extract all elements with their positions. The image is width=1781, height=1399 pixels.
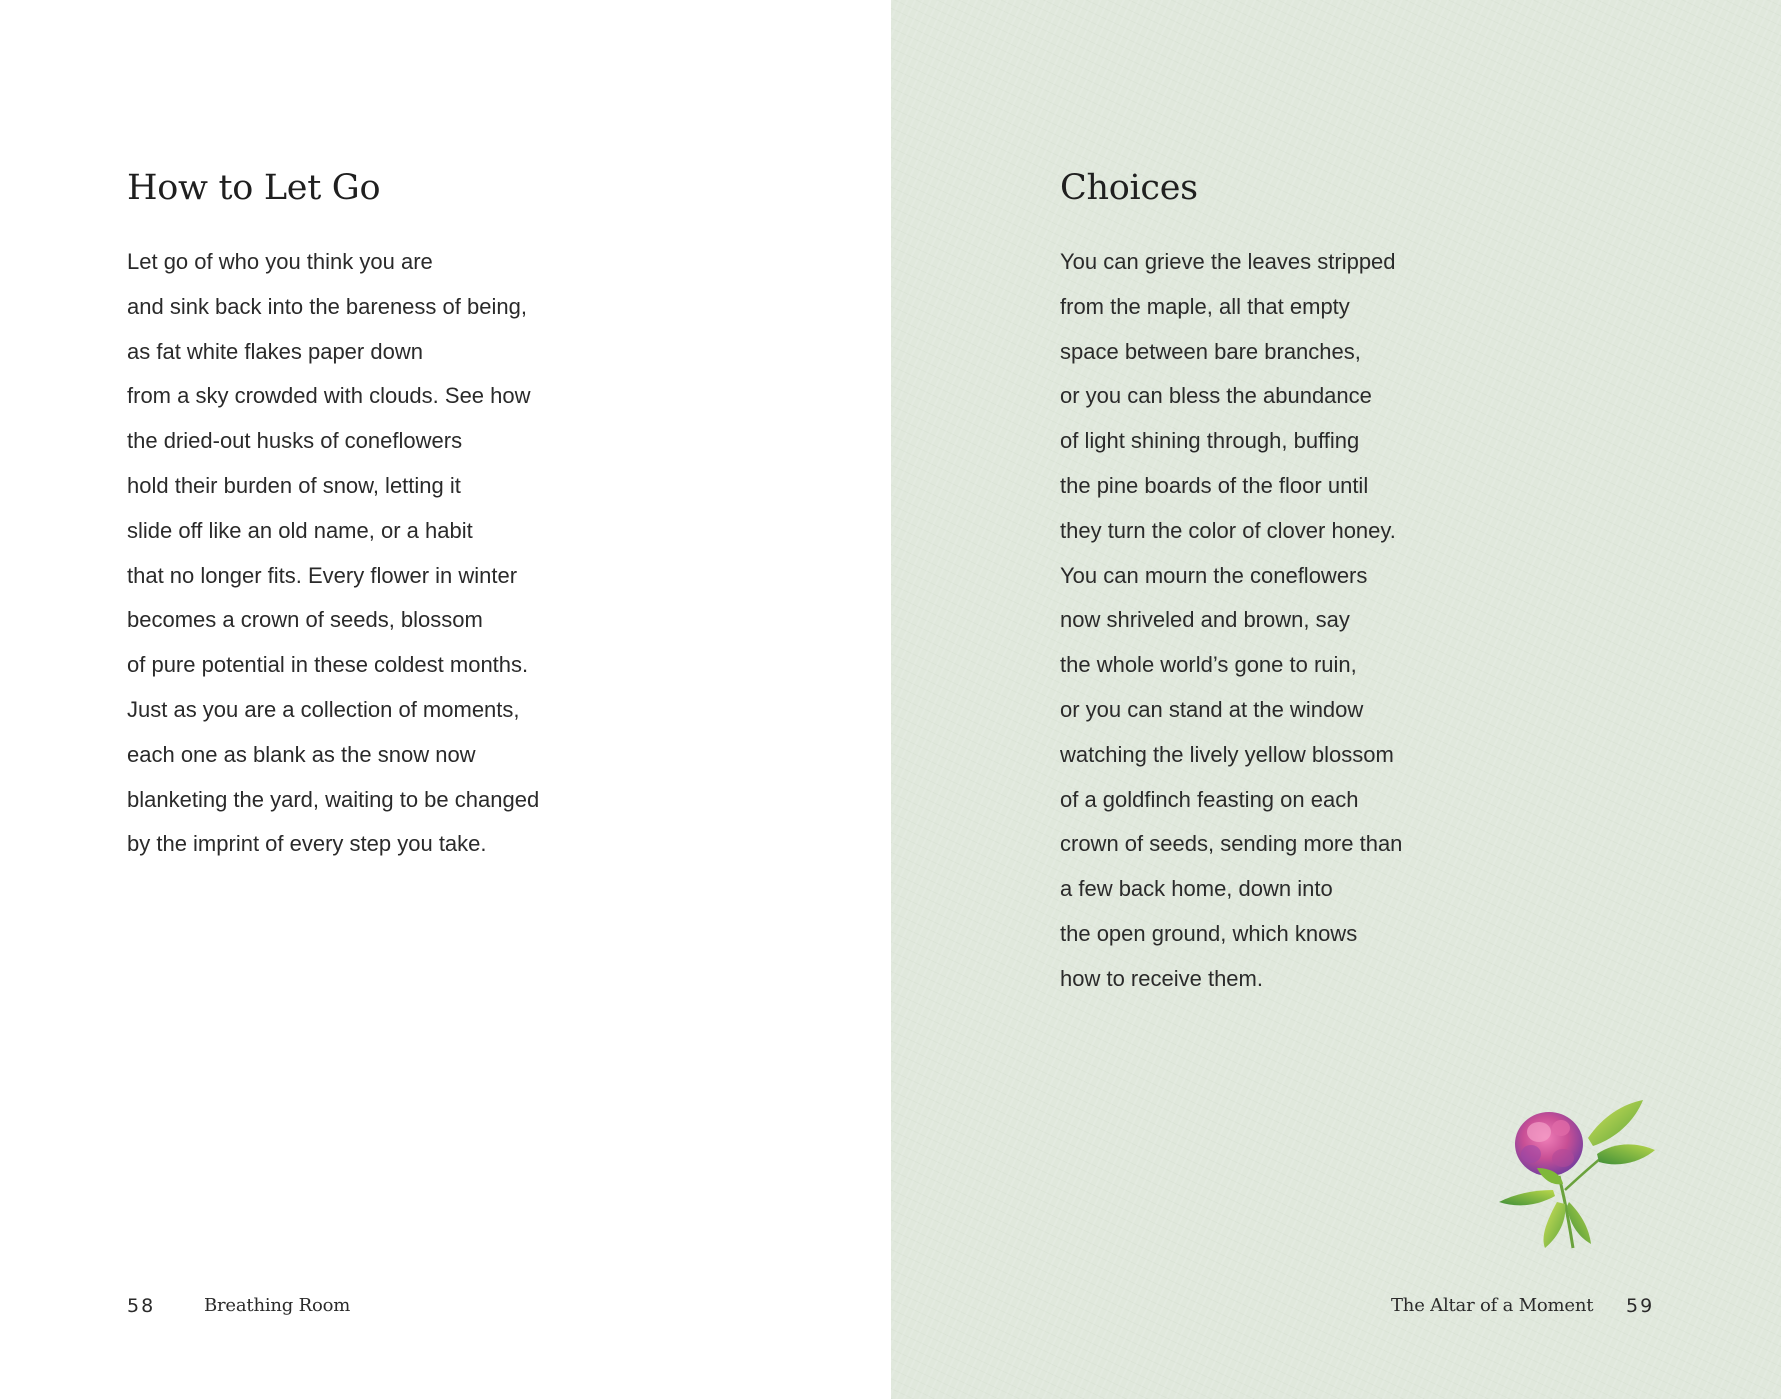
clover-flower-illustration xyxy=(1493,1098,1658,1250)
poem-line: and sink back into the bareness of being, xyxy=(127,293,527,319)
poem-line: from a sky crowded with clouds. See how xyxy=(127,383,531,409)
poem-line: space between bare branches, xyxy=(1060,338,1361,364)
poem-line: blanketing the yard, waiting to be changed xyxy=(127,786,540,812)
poem-title-choices: Choices xyxy=(1060,168,1198,208)
poem-line: that no longer fits. Every flower in winter xyxy=(127,562,518,588)
poem-line: Let go of who you think you are xyxy=(127,249,433,274)
poem-line: Just as you are a collection of moments, xyxy=(127,696,520,722)
poem-line: of a goldfinch feasting on each xyxy=(1060,786,1359,812)
poem-line: a few back home, down into xyxy=(1060,876,1333,902)
right-page xyxy=(891,0,1781,1399)
poem-line: each one as blank as the snow now xyxy=(127,741,476,767)
poem-line: watching the lively yellow blossom xyxy=(1060,741,1394,767)
poem-line: of pure potential in these coldest months. xyxy=(127,652,529,678)
poem-line: the whole world’s gone to ruin, xyxy=(1060,652,1357,678)
poem-line: becomes a crown of seeds, blossom xyxy=(127,607,483,633)
poem-body-choices xyxy=(1060,240,1402,1002)
poem-line: the dried-out husks of coneflowers xyxy=(127,428,463,454)
poem-line: the open ground, which knows xyxy=(1060,920,1358,946)
poem-line: now shriveled and brown, say xyxy=(1060,607,1350,633)
poem-line: or you can stand at the window xyxy=(1060,696,1364,722)
poem-line: hold their burden of snow, letting it xyxy=(127,472,461,498)
running-head-right: The Altar of a Moment xyxy=(1391,1295,1594,1316)
poem-line: by the imprint of every step you take. xyxy=(127,831,487,857)
poem-line: crown of seeds, sending more than xyxy=(1060,831,1403,857)
poem-line: or you can bless the abundance xyxy=(1060,383,1372,409)
poem-line: You can mourn the coneflowers xyxy=(1060,562,1368,588)
poem-line: from the maple, all that empty xyxy=(1060,293,1350,319)
page-number-left: 58 xyxy=(127,1295,156,1317)
page-number-right: 59 xyxy=(1626,1295,1655,1317)
poem-line: You can grieve the leaves stripped xyxy=(1060,249,1396,274)
poem-line: of light shining through, buffing xyxy=(1060,428,1360,454)
poem-line: as fat white flakes paper down xyxy=(127,338,423,364)
poem-body-how-to-let-go xyxy=(127,240,539,867)
poem-line: how to receive them. xyxy=(1060,965,1263,991)
poem-line: the pine boards of the floor until xyxy=(1060,472,1369,498)
poem-line: they turn the color of clover honey. xyxy=(1060,517,1396,543)
poem-line: slide off like an old name, or a habit xyxy=(127,517,473,543)
running-head-left: Breathing Room xyxy=(204,1295,351,1316)
poem-title-how-to-let-go: How to Let Go xyxy=(127,168,381,208)
